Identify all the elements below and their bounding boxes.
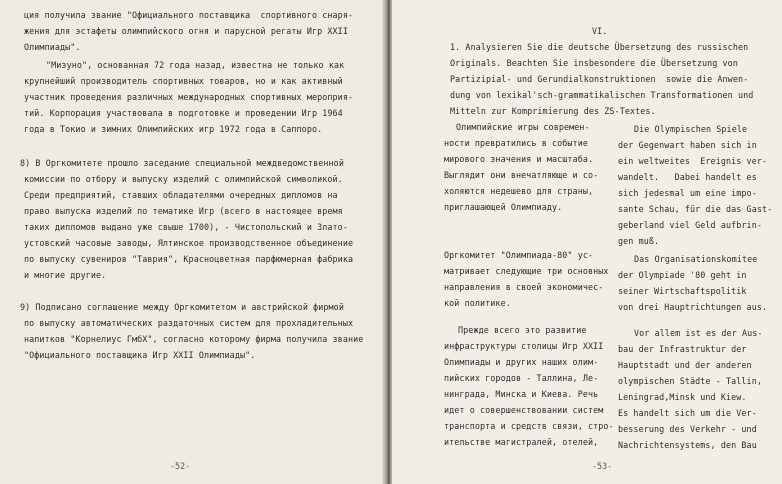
text-line: "Официального поставщика Игр XXII Олимпиады". xyxy=(24,350,256,360)
german-line: Vor allem ist es der Aus- xyxy=(634,328,763,338)
text-line: таких дипломов выдано уже свыше 1700), - Чистопольский и Злато- xyxy=(24,222,348,232)
russian-line: матривает следующие три основных xyxy=(444,266,609,276)
right-page xyxy=(392,0,782,484)
text-line: Среди предприятий, ставших обладателями очередных дипломов на xyxy=(24,190,338,200)
text-line: Олимпиады". xyxy=(24,42,81,52)
russian-line: Олимпиады и других наших олим- xyxy=(444,357,599,367)
german-line: besserung des Verkehr - und xyxy=(618,424,757,434)
german-line: bau der Infrastruktur der xyxy=(618,344,747,354)
text-line: жения для эстафеты олимпийского огня и парусной регаты Игр XXII xyxy=(24,26,348,36)
left-page xyxy=(0,0,386,484)
instruction-line: dung von lexikal'sch-grammatikalischen Transformationen und xyxy=(450,90,754,100)
russian-line: Выглядит они внечатляюще и со- xyxy=(444,170,599,180)
russian-line: инфраструктуры столицы Игр XXII xyxy=(444,341,604,351)
german-line: sich jedesmal um eine impo- xyxy=(618,188,757,198)
russian-line: направления в своей экономичес- xyxy=(444,282,604,292)
instruction-line: 1. Analysieren Sie die deutsche Übersetzung des russischen xyxy=(450,42,749,52)
russian-line: Прежде всего это развитие xyxy=(458,325,587,335)
german-line: olympischen Städte - Tallin, xyxy=(618,376,762,386)
german-line: seiner Wirtschaftspolitik xyxy=(618,286,747,296)
russian-line: транспорта и средств связи, стро- xyxy=(444,421,614,431)
german-line: ein weltweites Ereignis ver- xyxy=(618,156,768,166)
text-line: и многие другие. xyxy=(24,270,107,280)
text-line: крупнейший производитель спортивных товаров, но и как активный xyxy=(24,76,343,86)
page-number: -52- xyxy=(170,461,191,471)
german-line: Leningrad,Minsk und Kiew. xyxy=(618,392,747,402)
russian-line: пийских городов - Таллина, Ле- xyxy=(444,373,599,383)
german-line: Hauptstadt und der anderen xyxy=(618,360,752,370)
text-line: участник проведения различных международных спортивных мероприя- xyxy=(24,92,354,102)
german-line: von drei Hauptrichtungen aus. xyxy=(618,302,768,312)
german-line: Das Organisationskomitee xyxy=(634,254,758,264)
russian-line: ности превратились в событие xyxy=(444,138,588,148)
german-line: Es handelt sich um die Ver- xyxy=(618,408,757,418)
section-heading: VI. xyxy=(592,26,608,36)
german-line: geberland viel Geld aufbrin- xyxy=(618,220,762,230)
text-line: 9) Подписано соглашение между Оргкомитетом и австрийской фирмой xyxy=(20,302,344,312)
russian-line: кой политике. xyxy=(444,298,511,308)
german-line: der Olympiade '80 geht in xyxy=(618,270,747,280)
instruction-line: Mitteln zur Komprimierung des ZS-Textes. xyxy=(450,106,656,116)
german-line: Nachrichtensystems, den Bau xyxy=(618,440,757,450)
german-line: Die Olympischen Spiele xyxy=(634,124,748,134)
german-line: sante Schau, für die das Gast- xyxy=(618,204,773,214)
text-line: тий. Корпорация участвовала в подготовке и проведении Игр 1964 xyxy=(24,108,343,118)
russian-line: нинграда, Минска и Киева. Речь xyxy=(444,389,599,399)
german-line: der Gegenwart haben sich in xyxy=(618,140,757,150)
german-line: gen muß. xyxy=(618,236,660,246)
russian-line: идет о совершенствовании систем xyxy=(444,405,604,415)
russian-line: холяются недешево для страны, xyxy=(444,186,594,196)
text-line: напитков "Корнелиус ГмбХ", согласно которому фирма получила звание xyxy=(24,334,364,344)
page-number: -53- xyxy=(592,461,613,471)
text-line: комиссии по отбору и выпуску изделий с олимпийской символикой. xyxy=(24,174,343,184)
german-line: wandelt. Dabei handelt es xyxy=(618,172,757,182)
russian-line: мирового значения и масштаба. xyxy=(444,154,594,164)
instruction-line: Originals. Beachten Sie insbesondere die Übersetzung von xyxy=(450,58,738,68)
russian-line: Оргкомитет "Олимпиада-80" ус- xyxy=(444,250,594,260)
text-line: по выпуску автоматических раздаточных систем для прохладительных xyxy=(24,318,354,328)
text-line: "Мизуно", основанная 72 года назад, известна не только как xyxy=(46,60,345,70)
text-line: устовский часовые заводы, Ялтинское производственное объединение xyxy=(24,238,354,248)
text-line: 8) В Оргкомитете прошло заседание специальной междведомственной xyxy=(20,158,344,168)
text-line: года в Токио и зимних Олимпийских игр 1972 года в Саппоро. xyxy=(24,124,323,134)
russian-line: Олимпийские игры современ- xyxy=(456,122,590,132)
russian-line: приглашающей Олимпиаду. xyxy=(444,202,563,212)
text-line: по выпуску сувениров "Таврия", Красноцветная парфюмерная фабрика xyxy=(24,254,354,264)
instruction-line: Partizipial- und Gerundialkonstruktionen sowie die Anwen- xyxy=(450,74,749,84)
text-line: ция получила звание "Официального поставщика спортивного снаря- xyxy=(24,10,354,20)
text-line: право выпуска изделий по тематике Игр (всего в настоящее время xyxy=(24,206,343,216)
russian-line: ительстве магистралей, отелей, xyxy=(444,437,599,447)
